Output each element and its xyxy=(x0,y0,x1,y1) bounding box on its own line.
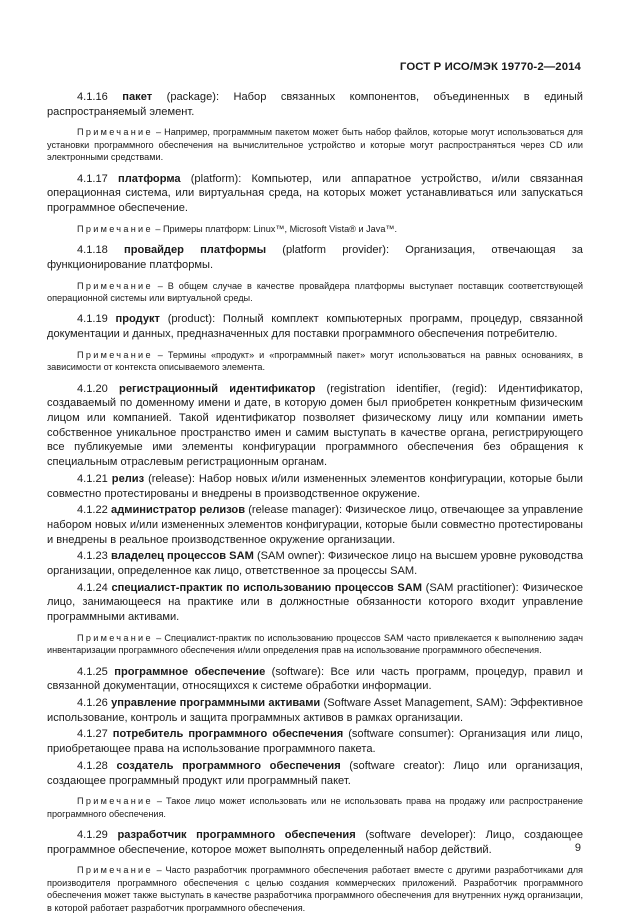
definition-text: (platform): Компьютер, или аппаратное устройство, и/или связанная операционная система, или виртуальная среда, на которых может устанавливаться или запускаться программное обеспечение. xyxy=(47,172,583,215)
clause-number: 4.1.17 xyxy=(77,172,108,185)
glossary-content xyxy=(47,90,583,922)
note-label: Примечание xyxy=(77,865,153,876)
definition-entry xyxy=(47,243,583,272)
clause-number: 4.1.16 xyxy=(77,91,108,103)
note-text: – Такое лицо может использовать или не использовать права на продажу или распространение программного обеспечения. xyxy=(47,796,583,819)
clause-number: 4.1.24 xyxy=(77,581,108,594)
term: создатель программного обеспечения xyxy=(116,759,341,772)
definition-text: (package): Набор связанных компонентов, объединенных в единый распространяемый элемент. xyxy=(47,91,583,118)
definition-text: (software developer): Лицо, создающее программное обеспечение, которое может выполнять определенный набор действий. xyxy=(47,829,583,856)
definition-entry xyxy=(47,172,583,216)
definition-text: (software): Все или часть программ, процедур, правил и связанной документации, относящихся к системе обработки информации. xyxy=(47,665,583,693)
definition-entry xyxy=(47,828,583,857)
term: программное обеспечение xyxy=(114,665,266,678)
clause-number: 4.1.22 xyxy=(77,504,108,517)
definition-note xyxy=(47,349,583,374)
term: платформа xyxy=(118,172,181,185)
clause-number: 4.1.18 xyxy=(77,244,108,257)
term: регистрационный идентификатор xyxy=(119,382,316,395)
definition-text: (release): Набор новых и/или измененных элементов конфигурации, которые были совместно протестированы и внедрены в производственное окружение. xyxy=(47,472,583,500)
note-text: – В общем случае в качестве провайдера платформы выступает поставщик соответствующей операционной системы или виртуальной среды. xyxy=(47,280,583,303)
clause-number: 4.1.19 xyxy=(77,313,108,326)
clause-number: 4.1.28 xyxy=(77,759,108,772)
term: администратор релизов xyxy=(111,504,246,517)
definition-text: (software creator): Лицо или организация, создающее программный продукт или программный пакет. xyxy=(47,759,583,787)
definition-entry xyxy=(47,581,583,625)
note-text: – Термины «продукт» и «программный пакет» могут использоваться на равных основаниях, в зависимости от контекста описываемого элемента. xyxy=(47,349,583,373)
definition-text: (product): Полный комплект компьютерных программ, процедур, связанной документации и данных, предназначенных для поставки программного обеспечения потребителю. xyxy=(47,313,583,341)
note-label: Примечание xyxy=(77,127,153,138)
definition-entry xyxy=(47,90,583,119)
definition-text: (registration identifier, (regid): Идентификатор, создаваемый по доменному имени и дате, в которую домен был приобретен конкретным физическим лицом или компанией. Такой идентификатор позволяет физическому лицу или компании иметь собственное уникальное пространство имен и самим выступать в качестве органа, регистрирующего все публикуемые ими элементы конфигурации программного обеспечения без обращения к специальным отраслевым регистрационным органам. xyxy=(47,382,583,469)
term: продукт xyxy=(115,313,160,326)
clause-number: 4.1.25 xyxy=(77,665,108,678)
note-text: – Примеры платформ: Linux™, Microsoft Vista® и Java™. xyxy=(155,223,398,234)
definition-entry xyxy=(47,759,583,788)
definition-entry xyxy=(47,665,583,694)
term: потребитель программного обеспечения xyxy=(112,728,344,741)
definition-text: (SAM owner): Физическое лицо на высшем уровне руководства организации, определенное как лицо, ответственное за процессы SAM. xyxy=(47,550,584,578)
clause-number: 4.1.26 xyxy=(77,697,108,710)
term: управление программными активами xyxy=(111,697,321,710)
definition-note xyxy=(47,223,583,235)
definition-note xyxy=(47,126,583,163)
note-label: Примечание xyxy=(77,280,153,291)
definition-text: (release manager): Физическое лицо, отвечающее за управление набором новых и/или измененных элементов конфигурации, которые были совместно протестированы и внедрены в реальное производственное окружение организации. xyxy=(47,504,583,546)
definition-note xyxy=(47,795,583,820)
term: владелец процессов SAM xyxy=(110,550,254,563)
definition-note xyxy=(47,632,583,657)
term: разработчик программного обеспечения xyxy=(117,829,356,842)
page-number: 9 xyxy=(574,842,581,854)
standard-header: ГОСТ Р ИСО/МЭК 19770-2—2014 xyxy=(399,61,581,73)
definition-entry xyxy=(47,312,583,341)
note-label: Примечание xyxy=(77,796,153,807)
term: пакет xyxy=(122,91,153,103)
note-text: – Например, программным пакетом может быть набор файлов, которые могут использоваться для установки программного обеспечения на вычислительное устройство и которые могут распространяться через CD или электронными средствами. xyxy=(47,127,583,163)
definition-text: (platform provider): Организация, отвечающая за функционирование платформы. xyxy=(47,244,583,271)
clause-number: 4.1.23 xyxy=(77,550,108,563)
term: релиз xyxy=(111,472,145,485)
definition-text: (SAM practitioner): Физическое лицо, занимающееся на практике или в должностные обязанности которого входит управление программными активами. xyxy=(47,581,583,624)
note-text: – Часто разработчик программного обеспечения работает вместе с другими разработчиками для производителя программного обеспечения с целью создания коммерческих приложений. Разработчик программного обеспечения может также выступать в качестве разработчика программного обеспечения для внутренних нужд организации, в которой работает разработчик программного обеспечения. xyxy=(47,865,583,913)
definition-entry xyxy=(47,696,583,725)
definition-text: (software consumer): Организация или лицо, приобретающее права на использование программного пакета. xyxy=(47,728,583,756)
definition-text: (Software Asset Management, SAM): Эффективное использование, контроль и защита программных активов в рамках организации. xyxy=(47,697,583,724)
clause-number: 4.1.29 xyxy=(77,829,108,842)
clause-number: 4.1.20 xyxy=(77,382,108,395)
definition-entry xyxy=(47,472,583,501)
definition-entry xyxy=(47,503,583,547)
note-label: Примечание xyxy=(77,349,153,360)
definition-entry xyxy=(47,382,583,470)
definition-note xyxy=(47,280,583,305)
note-label: Примечание xyxy=(77,223,153,234)
term: специалист-практик по использованию процессов SAM xyxy=(111,581,423,594)
clause-number: 4.1.27 xyxy=(77,728,108,741)
definition-entry xyxy=(47,727,583,756)
note-text: – Специалист-практик по использованию процессов SAM часто привлекается к выполнению задач инвентаризации программного обеспечения и/или определения прав на использование программного обеспечения. xyxy=(47,632,583,656)
clause-number: 4.1.21 xyxy=(77,472,108,485)
note-label: Примечание xyxy=(77,632,153,643)
term: провайдер платформы xyxy=(124,244,267,257)
definition-note xyxy=(47,864,583,914)
definition-entry xyxy=(47,549,583,578)
